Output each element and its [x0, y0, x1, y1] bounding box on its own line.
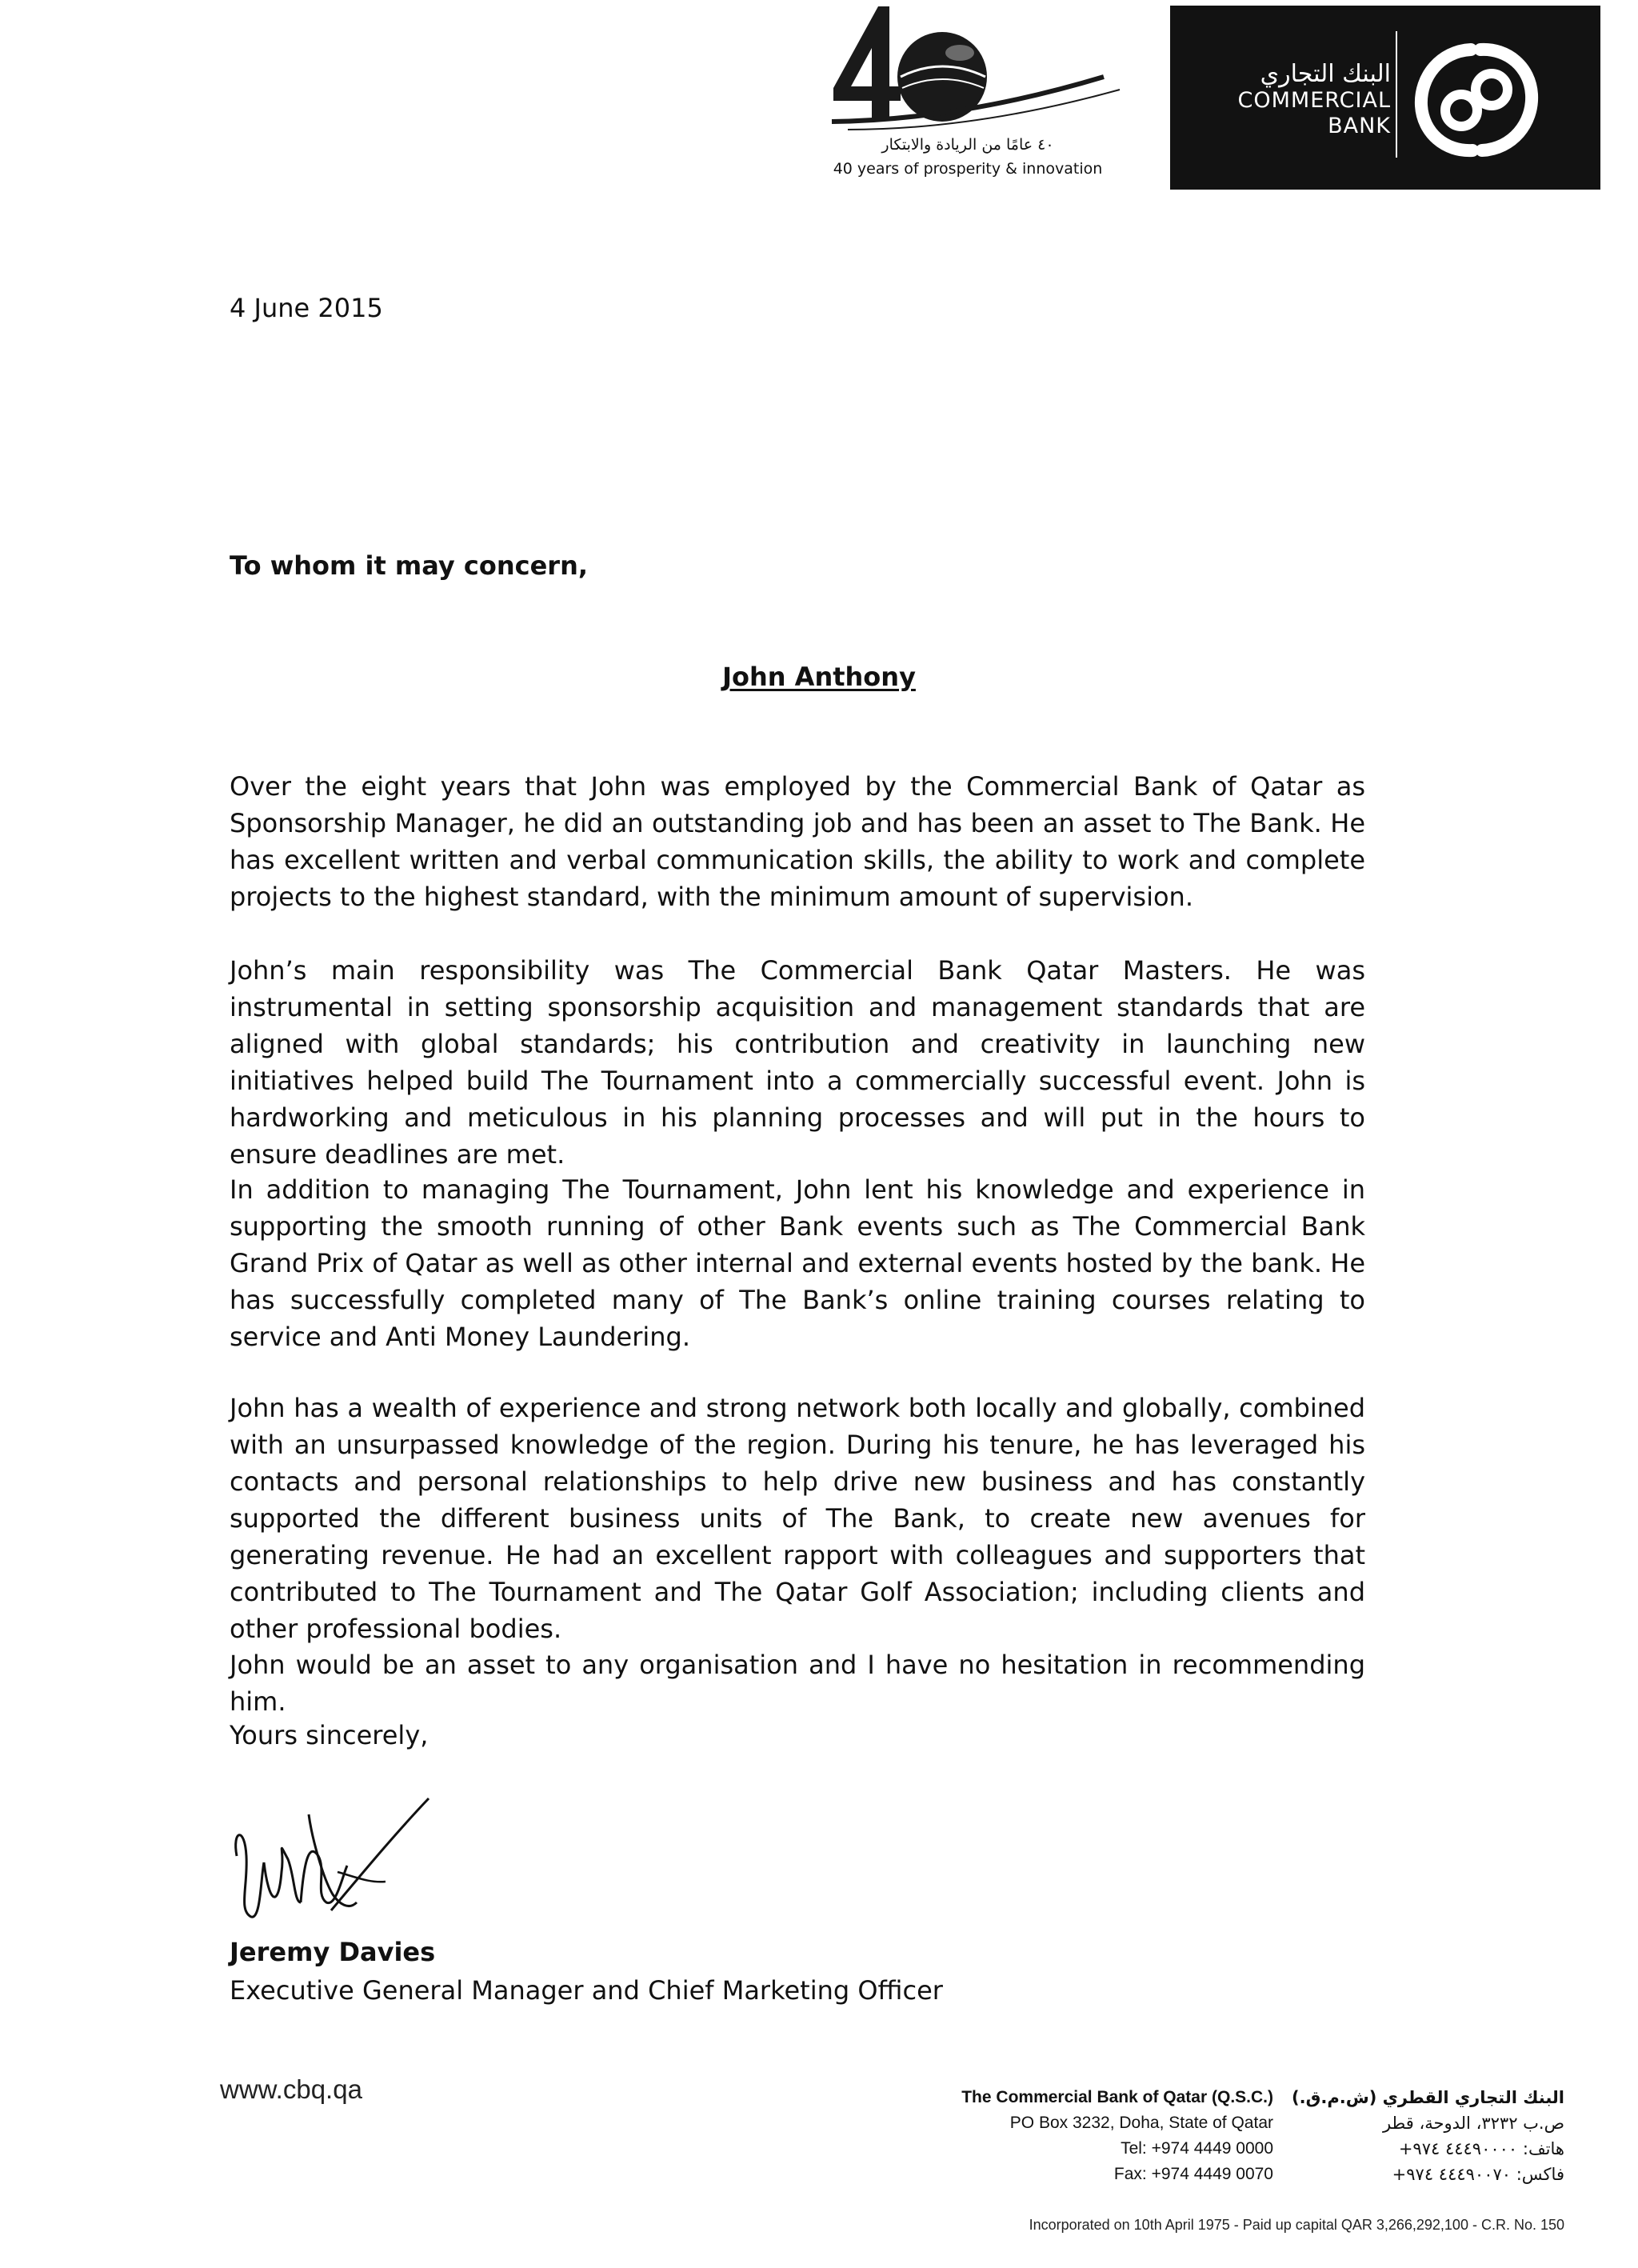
footer-telephone-arabic: هاتف: ٤٤٤٩٠٠٠٠ ٩٧٤+: [1398, 2139, 1564, 2158]
footer-fax-arabic: فاكس: ٤٤٤٩٠٠٧٠ ٩٧٤+: [1392, 2165, 1564, 2184]
signer-name: Jeremy Davies: [230, 1937, 436, 1967]
closing: Yours sincerely,: [230, 1720, 429, 1750]
body-paragraph: John’s main responsibility was The Commercial Bank Qatar Masters. He was instrumental in setting sponsorship acquisition and management standards that are aligned with global standards; his contribution and creativity in launching new initiatives helped build The Tournament into a commercially successful event. John is hardworking and meticulous in his planning processes and will put in the hours to ensure deadlines are met.: [230, 955, 1365, 1170]
footer-telephone: Tel: +974 4449 0000: [1121, 2139, 1273, 2158]
footer-address-arabic: [1292, 2085, 1564, 2187]
anniversary-40-graphic: [800, 0, 1136, 140]
footer-company-name: The Commercial Bank of Qatar (Q.S.C.): [961, 2088, 1273, 2106]
body-paragraph: John would be an asset to any organisation and I have no hesitation in recommending him.: [230, 1650, 1365, 1717]
body-paragraph: In addition to managing The Tournament, John lent his knowledge and experience in supporting the smooth running of other Bank events such as The Commercial Bank Grand Prix of Qatar as well as other internal and external events hosted by the bank. He has successfully completed many of The Bank’s online training courses relating to service and Anti Money Laundering.: [230, 1174, 1365, 1352]
incorporation-note: Incorporated on 10th April 1975 - Paid up capital QAR 3,266,292,100 - C.R. No. 150: [1029, 2217, 1564, 2233]
signature-image: [229, 1782, 437, 1934]
bank-emblem-icon: [1408, 32, 1544, 168]
body-paragraph: Over the eight years that John was employed by the Commercial Bank of Qatar as Sponsorship Manager, he did an outstanding job and has been an asset to The Bank. He has excellent written and verbal communication skills, the ability to work and complete projects to the highest standard, with the minimum amount of supervision.: [230, 771, 1365, 912]
brand-name-line2: BANK: [1328, 114, 1391, 138]
brand-divider: [1396, 31, 1397, 158]
anniversary-tagline: 40 years of prosperity & innovation: [833, 160, 1103, 178]
footer-fax: Fax: +974 4449 0070: [1113, 2165, 1273, 2183]
letter-date: 4 June 2015: [230, 293, 383, 323]
salutation: To whom it may concern,: [230, 550, 588, 581]
brand-name-line1: COMMERCIAL: [1237, 88, 1391, 113]
website-link[interactable]: www.cbq.qa: [220, 2074, 362, 2104]
brand-arabic-name: البنك التجاري: [1260, 60, 1391, 88]
signer-title: Executive General Manager and Chief Marketing Officer: [230, 1975, 943, 2006]
footer-address: PO Box 3232, Doha, State of Qatar: [1009, 2114, 1273, 2132]
footer-address-english: [961, 2085, 1273, 2187]
body-paragraph: John has a wealth of experience and strong network both locally and globally, combined with an unsurpassed knowledge of the region. During his tenure, he has leveraged his contacts and personal relationships to help drive new business and has constantly supported the different business units of The Bank, to create new avenues for generating revenue. He had an excellent rapport with colleagues and supporters that contributed to The Tournament and The Qatar Golf Association; including clients and other professional bodies.: [230, 1393, 1365, 1644]
anniversary-logo: [800, 0, 1136, 184]
letter-subject: John Anthony: [722, 662, 916, 692]
footer-address-arabic-line: ص.ب ٣٢٣٢، الدوحة، قطر: [1382, 2114, 1564, 2133]
footer-company-name-arabic: البنك التجاري القطري (ش.م.ق.): [1292, 2088, 1564, 2107]
commercial-bank-logo: [1170, 6, 1600, 190]
anniversary-arabic-tagline: ٤٠ عامًا من الريادة والابتكار: [881, 136, 1054, 154]
